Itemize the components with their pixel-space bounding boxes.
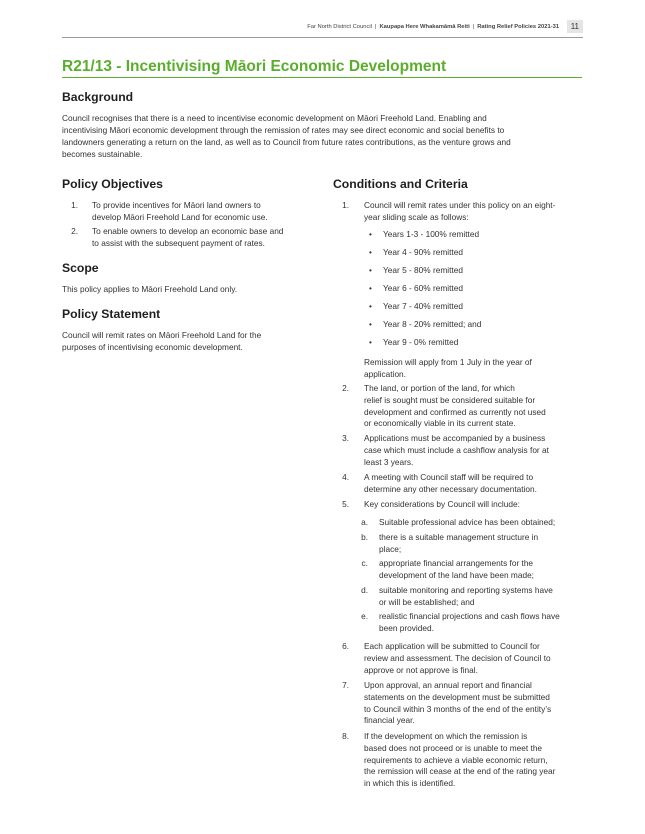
header-years: 2021-31 xyxy=(537,24,560,31)
condition-line: Council will remit rates under this policy on an eight- xyxy=(364,200,556,210)
consideration-item: d. suitable monitoring and reporting systems have or will be established; and xyxy=(361,585,553,607)
objective-line: To provide incentives for Māori land owners to xyxy=(92,200,261,210)
consideration-item: e. realistic financial projections and cash flows have been provided. xyxy=(361,611,560,633)
page-title: R21/13 - Incentivising Māori Economic Development xyxy=(62,58,582,78)
document-page: Far North District Council | Kaupapa Here Whakamāmā Reiti | Rating Relief Policies 2021-31 11 R21/13 - Incentivising Māori Economic Development Background Council recognises that there is a need to incentivise economic development on Māori Freehold Land. Enabling and incentivising Māori economic development through the remission of rates may see direct economic and social benefits to landowners generating a return on the land, as well as to Council from future rates contributions, as the venture grows and becomes sustainable. Policy Objectives 1. To provide incentives for Māori land owners to develop Māori Freehold Land for economic use. 2. To enable owners to develop an economic base and to assist with the subsequent payment of rates. Scope This policy applies to Māori Freehold Land only. Policy Statement Council will remit rates on Māori Freehold Land for the purposes of incentivising economic development. Conditions and Criteria 1. Council will remit rates under this policy on an eight- year sliding scale as follows: • Years 1-3 - 100% remitted • Year 4 - 90% remitted • Year 5 - 80% remitted • Year 6 - 60% remitted • Year 7 - 40% remitted • Year 8 - 20% remitted; and • Year 9 - 0% remitted Remission will apply from 1 July in the year of application. 2. The land, or portion of the land, for which relief is sought must be considered suitable for development and confirmed as currently not used or economically viable in its current state. 3. Applications must be accompanied by a business case which must include a cashflow analysis for at least 3 years. 4. A meeting with Council staff will be required to determine any other necessary documentation. 5. Key considerations by Council will include: a. Suitable professional advice has been obtained; b. there is a suitable management structure in place; c. appropriate financial arrangements for the development of the land have been made; d. suitable monitoring and reporting systems have or will be established; and e. realistic financial projections and cash flows have been provided. 6. Each application will be submitted to Council for review and assessment. The decision of Council to approve or not approve is final. 7. Upon approval, an annual report and financial statements on the development must be submitted to Council within 3 months of the end of the entity’s financial year. 8. If the development on which the remission is based does not proceed or is unable to meet the requirements to achieve a viable economic return, the remission will cease at the end of the rating year in which this is identified. xyxy=(0,0,645,834)
remission-note: Remission will apply from 1 July in the year of application. xyxy=(364,357,532,379)
objective-item xyxy=(62,200,322,224)
objectives-heading: Policy Objectives xyxy=(62,177,163,191)
background-line-1: Council recognises that there is a need to incentivise economic development on Māori Freehold Land. Enabling and xyxy=(62,113,487,123)
scope-text: This policy applies to Māori Freehold Land only. xyxy=(62,284,238,294)
page-number: 11 xyxy=(567,20,583,33)
background-line-2: incentivising Māori economic development through the remission of rates may see direct economic and social benefits to xyxy=(62,125,505,135)
condition-line: year sliding scale as follows: xyxy=(364,211,469,222)
objective-number: 1. xyxy=(71,200,78,210)
condition-item-3: 3. Applications must be accompanied by a business case which must include a cashflow analysis for at least 3 years. xyxy=(342,433,549,467)
objective-line: To enable owners to develop an economic base and xyxy=(92,226,284,236)
background-line-4: becomes sustainable. xyxy=(62,149,143,159)
background-line-3: landowners generating a return on the land, as well as to Council from future rates contributions, as the venture grows and xyxy=(62,137,511,147)
condition-item-5: 5. Key considerations by Council will include: xyxy=(342,499,520,509)
header-org: Far North District Council xyxy=(307,24,372,31)
consideration-item: c. appropriate financial arrangements for the development of the land have been made; xyxy=(361,558,534,580)
condition-item-2: 2. The land, or portion of the land, for which relief is sought must be considered suitable for development and confirmed as currently not used or economically viable in its current state. xyxy=(342,383,546,429)
background-heading: Background xyxy=(62,90,134,104)
consideration-item: b. there is a suitable management structure in place; xyxy=(361,532,539,554)
condition-item-4: 4. A meeting with Council staff will be required to determine any other necessary documentation. xyxy=(342,472,537,494)
condition-item-6: 6. Each application will be submitted to Council for review and assessment. The decision of Council to approve or not approve is final. xyxy=(342,641,551,675)
statement-line-1: Council will remit rates on Māori Freehold Land for the xyxy=(62,330,262,340)
header-section: Rating Relief Policies xyxy=(477,24,537,31)
scope-heading: Scope xyxy=(62,261,99,275)
objective-item xyxy=(62,226,322,250)
condition-item-7: 7. Upon approval, an annual report and financial statements on the development must be submitted to Council within 3 months of the end of the entity’s financial year. xyxy=(342,680,552,726)
running-header: Far North District Council | Kaupapa Here Whakamāmā Reiti | Rating Relief Policies 2021-31 11 xyxy=(62,20,583,36)
header-doc-title: Kaupapa Here Whakamāmā Reiti xyxy=(379,24,470,31)
statement-heading: Policy Statement xyxy=(62,307,161,321)
objective-line: develop Māori Freehold Land for economic use. xyxy=(92,211,268,222)
objective-number: 2. xyxy=(71,226,78,236)
condition-item-1 xyxy=(333,200,583,224)
objective-line: to assist with the subsequent payment of rates. xyxy=(92,237,265,248)
conditions-heading: Conditions and Criteria xyxy=(333,177,468,191)
consideration-item: a. Suitable professional advice has been obtained; xyxy=(361,517,556,527)
condition-number: 1. xyxy=(342,200,349,210)
statement-line-2: purposes of incentivising economic development. xyxy=(62,342,243,352)
condition-item-8: 8. If the development on which the remission is based does not proceed or is unable to meet the requirements to achieve a viable economic return, the remission will cease at the end of the rating year in which this is identified. xyxy=(342,731,556,789)
header-divider xyxy=(62,37,583,38)
